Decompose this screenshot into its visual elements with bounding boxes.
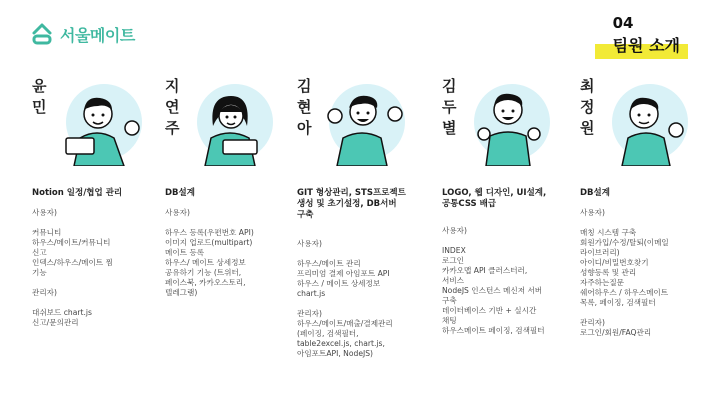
member-role: DB설계: [580, 188, 610, 198]
member-role: DB설계: [165, 188, 195, 198]
brand-name: 서울메이트: [60, 25, 135, 45]
member-name: 김두별: [442, 77, 457, 137]
member-role: Notion 일정/협업 관리: [32, 188, 123, 198]
section-heading: [595, 14, 688, 59]
member-description: 사용자) 하우스 등록(우편번호 API) 이미지 업로드(multipart) 메이트 등록 하우스/ 메이트 상세정보 공유하기 기능 (트위터, 페이스북, 카카오스토리, 텔레그램): [165, 208, 254, 297]
member-name: 김현아: [297, 77, 312, 137]
member-illustration-icon: [600, 76, 690, 166]
member-illustration-icon: [317, 76, 407, 166]
member-illustration-icon: [185, 76, 275, 166]
member-description: 사용자) 커뮤니티 하우스/메이트/커뮤니티 신고 인덱스/하우스/메이트 찜 기능 관리자) 대쉬보드 chart.js 신고/문의관리: [32, 208, 113, 327]
member-illustration-icon: [52, 76, 142, 166]
section-number: 04: [612, 14, 634, 32]
member-name: 최정원: [580, 77, 595, 137]
member-role: LOGO, 웹 디자인, UI설계, 공통CSS 배급: [442, 188, 547, 209]
member-description: 사용자) 매칭 시스템 구축 회원가입/수정/탈퇴(이메일 라이브러리) 아이디/비밀번호찾기 성향등록 및 관리 자주하는질문 쉐어하우스 / 하우스메이트 목록, 페이징, 검색필터 관리자) 로그인/회원/FAQ관리: [580, 208, 669, 337]
member-illustration-icon: [462, 76, 552, 166]
member-name: 윤민: [32, 77, 47, 116]
logo-icon: [30, 22, 54, 46]
section-title: 팀원 소개: [595, 32, 688, 59]
member-role: GIT 형상관리, STS프로젝트 생성 및 초기설정, DB서버 구축: [297, 188, 406, 220]
member-description: 사용자) 하우스/메이트 관리 프리미엄 결제 아임포트 API 하우스 / 메이트 상세정보 chart.js 관리자) 하우스/메이트/매출/결제관리 (페이징, 검색필터, table2excel.js, chart.js, 아임포트API, NodeJS): [297, 239, 393, 358]
member-description: 사용자) INDEX 로그인 카카오맵 API 클러스터러, 서비스 NodeJS 인스턴스 메신저 서버 구축 데이터베이스 기반 + 실시간 채팅 하우스메이트 페이징, 검색필터: [442, 226, 545, 335]
member-name: 지연주: [165, 77, 180, 137]
brand-logo: [30, 22, 135, 46]
